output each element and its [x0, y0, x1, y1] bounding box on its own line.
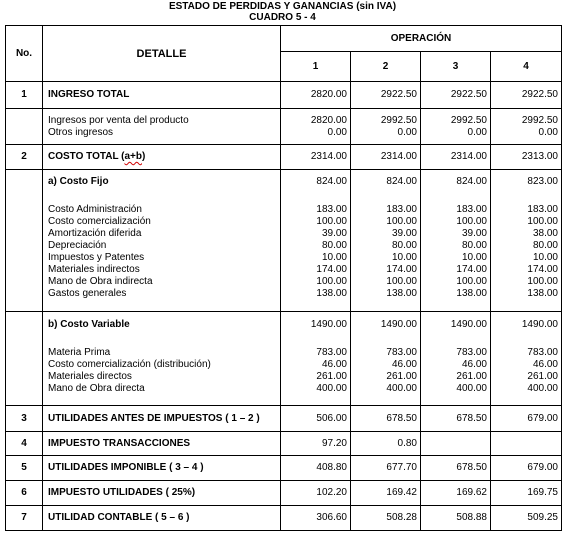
row-utilidad-contable: 7 UTILIDAD CONTABLE ( 5 – 6 ) 306.60 508.28 508.88 509.25 [6, 506, 562, 531]
header-col-3: 3 [421, 52, 491, 82]
row-costo-variable-detalle: Materia Prima Costo comercialización (distribución) Materiales directos Mano de Obra directa 783.00 46.00 261.00 400.00 783.00 46.00 261.00 400.00 783.00 46.00 261.00 400.00 783.00 46.00 261.00 400.00 [6, 338, 562, 406]
header-operacion: OPERACIÓN [281, 26, 562, 52]
row-costo-fijo-detalle: Costo Administración Costo comercialización Amortización diferida Depreciación Impuestos y Patentes Materiales indirectos Mano de Obra indirecta Gastos generales 183.00 100.00 39.00 80.00 10.00 174.00 100.00 138.00 183.00 100.00 39.00 80.00 10.00 174.00 100.00 138.00 183.00 100.00 39.00 80.00 10.00 174.00 100.00 138.00 183.00 100.00 38.00 80.00 10.00 174.00 100.00 138.00 [6, 194, 562, 312]
header-no: No. [6, 26, 43, 82]
row-impuesto-transacciones: 4 IMPUESTO TRANSACCIONES 97.20 0.80 [6, 432, 562, 456]
header-detalle: DETALLE [43, 26, 281, 82]
header-col-2: 2 [351, 52, 421, 82]
row-utilidades-antes: 3 UTILIDADES ANTES DE IMPUESTOS ( 1 – 2 ) 506.00 678.50 678.50 679.00 [6, 406, 562, 432]
row-costo-fijo: a) Costo Fijo 824.00 824.00 824.00 823.00 [6, 170, 562, 194]
row-ingreso-total: 1 INGRESO TOTAL 2820.00 2922.50 2922.50 2922.50 [6, 82, 562, 109]
header-col-1: 1 [281, 52, 351, 82]
row-ingreso-detalle: Ingresos por venta del producto Otros ingresos 2820.00 0.00 2992.50 0.00 2992.50 0.00 2992.50 0.00 [6, 109, 562, 145]
page-subtitle: CUADRO 5 - 4 [249, 12, 316, 23]
header-col-4: 4 [491, 52, 562, 82]
row-costo-total: 2 COSTO TOTAL (a+b) 2314.00 2314.00 2314.00 2313.00 [6, 145, 562, 170]
row-utilidades-imponible: 5 UTILIDADES IMPONIBLE ( 3 – 4 ) 408.80 677.70 678.50 679.00 [6, 456, 562, 481]
income-statement-table [5, 25, 562, 531]
row-impuesto-utilidades: 6 IMPUESTO UTILIDADES ( 25%) 102.20 169.42 169.62 169.75 [6, 481, 562, 506]
page-title: ESTADO DE PERDIDAS Y GANANCIAS (sin IVA) [168, 1, 397, 12]
row-costo-variable: b) Costo Variable 1490.00 1490.00 1490.00 1490.00 [6, 312, 562, 338]
